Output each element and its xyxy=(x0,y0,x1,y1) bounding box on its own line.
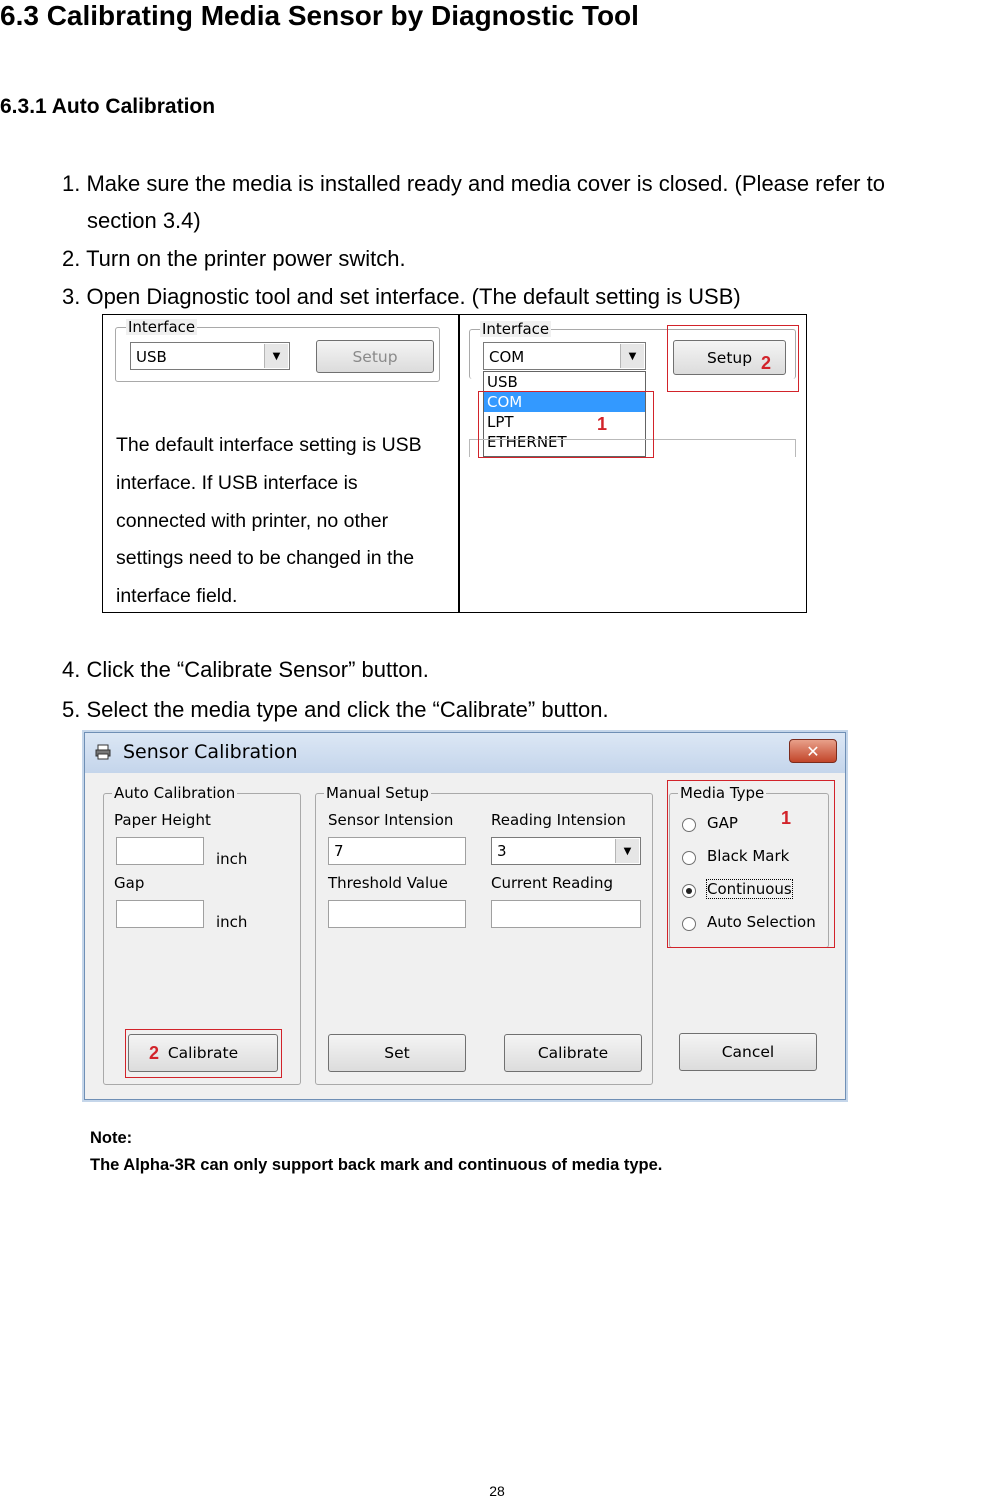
step-5: 5. Select the media type and click the “Calibrate” button. xyxy=(62,697,609,722)
interface-combo-value-2: COM xyxy=(489,348,525,366)
step-4: 4. Click the “Calibrate Sensor” button. xyxy=(62,657,429,682)
setup-button[interactable]: Setup xyxy=(673,340,786,375)
interface-group-label-2: Interface xyxy=(482,320,550,338)
sensor-intension-value: 7 xyxy=(334,842,344,860)
step-1-line-2: section 3.4) xyxy=(87,208,201,233)
chevron-down-icon[interactable]: ▼ xyxy=(615,839,639,863)
dialog-titlebar xyxy=(85,733,845,773)
note-text: The Alpha-3R can only support back mark and continuous of media type. xyxy=(90,1156,663,1174)
auto-calibrate-button[interactable]: Calibrate xyxy=(128,1034,278,1072)
sensor-intension-input[interactable] xyxy=(328,837,466,865)
reading-intension-label: Reading Intension xyxy=(491,811,626,829)
cancel-button[interactable]: Cancel xyxy=(679,1033,817,1071)
dropdown-option-ethernet[interactable]: ETHERNET xyxy=(487,433,567,451)
printer-icon xyxy=(95,744,111,760)
interface-combo-value: USB xyxy=(136,348,167,366)
setup-button-disabled[interactable]: Setup xyxy=(316,340,434,373)
close-icon[interactable]: ✕ xyxy=(789,739,837,763)
paper-height-input[interactable] xyxy=(116,837,204,865)
highlight-interface-list xyxy=(478,391,654,458)
manual-setup-group xyxy=(315,784,653,1085)
radio-gap-label[interactable]: GAP xyxy=(707,814,738,832)
step-2: 2. Turn on the printer power switch. xyxy=(62,246,406,271)
current-reading-input[interactable] xyxy=(491,900,641,928)
section-heading: 6.3 Calibrating Media Sensor by Diagnostic Tool xyxy=(0,0,639,31)
paper-height-unit: inch xyxy=(216,850,248,868)
marker-2: 2 xyxy=(761,353,772,373)
marker-1: 1 xyxy=(597,414,608,434)
gap-unit: inch xyxy=(216,913,248,931)
manual-calibrate-button[interactable]: Calibrate xyxy=(504,1034,642,1072)
gap-label: Gap xyxy=(114,874,145,892)
sensor-intension-label: Sensor Intension xyxy=(328,811,454,829)
step-1-line-1: 1. Make sure the media is installed ready and media cover is closed. (Please refer to xyxy=(62,171,885,196)
interface-default-description: The default interface setting is USB interface. If USB interface is connected with printer, no other settings need to be changed in the interface field. xyxy=(116,434,422,608)
dropdown-option-usb[interactable]: USB xyxy=(487,373,518,391)
marker-2-dialog: 2 xyxy=(149,1043,160,1063)
interface-group-label: Interface xyxy=(128,318,196,336)
page-number: 28 xyxy=(489,1483,505,1499)
radio-black-mark-label[interactable]: Black Mark xyxy=(707,847,790,865)
step-3: 3. Open Diagnostic tool and set interface. (The default setting is USB) xyxy=(62,284,741,309)
dropdown-option-lpt[interactable]: LPT xyxy=(487,413,514,431)
subsection-heading: 6.3.1 Auto Calibration xyxy=(0,95,216,118)
auto-calibration-label: Auto Calibration xyxy=(114,784,236,802)
interface-table xyxy=(102,314,807,613)
highlight-setup-button xyxy=(667,325,799,392)
note-label: Note: xyxy=(90,1129,133,1147)
media-type-label: Media Type xyxy=(680,784,765,802)
current-reading-label: Current Reading xyxy=(491,874,613,892)
interface-combo-com[interactable] xyxy=(483,342,646,370)
interface-group-default xyxy=(115,318,440,382)
manual-setup-label: Manual Setup xyxy=(326,784,429,802)
threshold-value-label: Threshold Value xyxy=(328,874,448,892)
threshold-value-input[interactable] xyxy=(328,900,466,928)
dropdown-option-com[interactable]: COM xyxy=(484,392,645,412)
set-button[interactable]: Set xyxy=(328,1034,466,1072)
highlight-media-type xyxy=(667,780,835,948)
chevron-down-icon[interactable]: ▼ xyxy=(620,344,644,368)
table-divider xyxy=(458,315,460,612)
gap-input[interactable] xyxy=(116,900,204,928)
reading-intension-select[interactable] xyxy=(491,837,641,865)
marker-1-dialog: 1 xyxy=(781,808,792,828)
radio-continuous-label[interactable]: Continuous xyxy=(707,880,792,898)
dialog-title: Sensor Calibration xyxy=(123,741,298,763)
chevron-down-icon[interactable]: ▼ xyxy=(264,344,288,368)
sensor-calibration-dialog xyxy=(84,732,846,1100)
paper-height-label: Paper Height xyxy=(114,811,211,829)
reading-intension-value: 3 xyxy=(497,842,507,860)
radio-auto-selection-label[interactable]: Auto Selection xyxy=(707,913,816,931)
interface-combo-usb[interactable] xyxy=(130,342,290,370)
